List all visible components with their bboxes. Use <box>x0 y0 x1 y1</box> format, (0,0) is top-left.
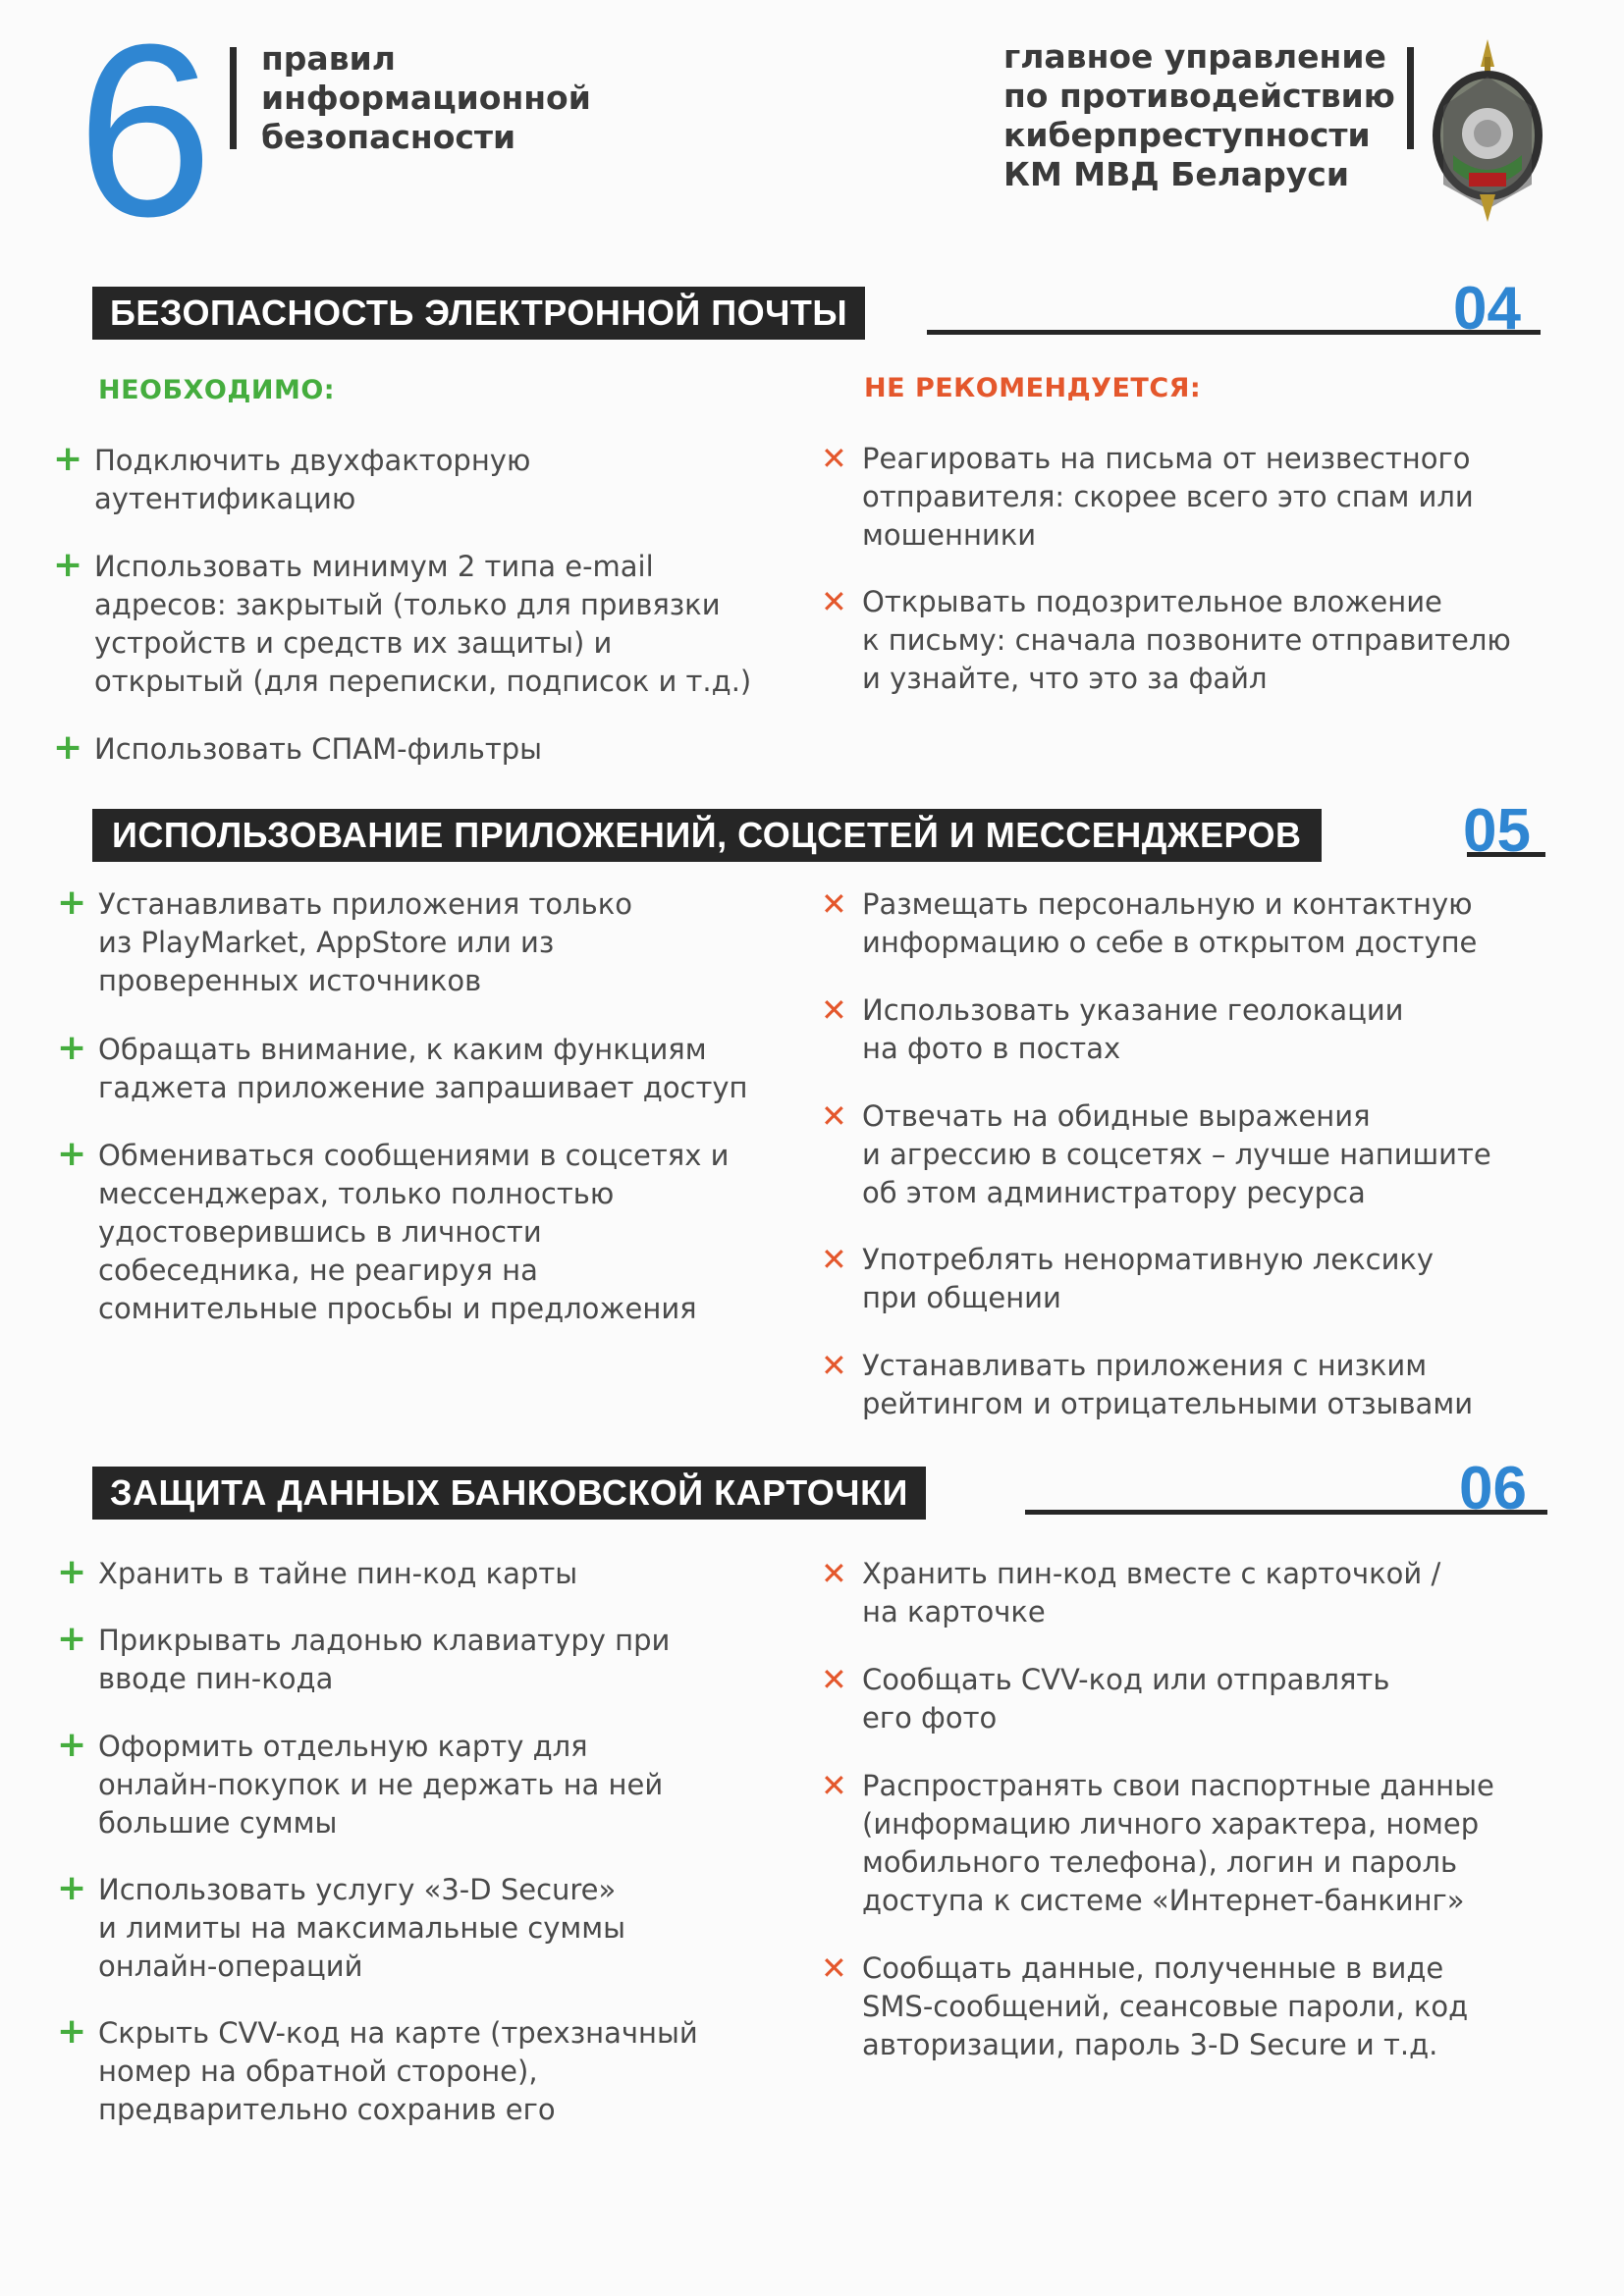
section-heading-bank-card <box>92 1455 1547 1525</box>
avoid-label: НЕ РЕКОМЕНДУЕТСЯ: <box>864 373 1202 403</box>
cross-icon: ✕ <box>821 1949 847 1987</box>
cross-icon: ✕ <box>821 440 847 477</box>
section-title: ЗАЩИТА ДАННЫХ БАНКОВСКОЙ КАРТОЧКИ <box>92 1467 926 1520</box>
list-item: ✕ Реагировать на письма от неизвестного отправителя: скорее всего это спам или мошенники <box>821 440 1474 552</box>
cross-icon: ✕ <box>821 885 847 923</box>
list-item: ✕ Хранить пин-код вместе с карточкой / на карточке <box>821 1555 1441 1629</box>
header-title-line: безопасности <box>261 118 516 156</box>
plus-icon: + <box>57 1028 87 1068</box>
cross-icon: ✕ <box>821 1767 847 1804</box>
big-number-six: 6 <box>77 0 214 267</box>
section-number: 06 <box>1459 1455 1527 1522</box>
list-item: + Скрыть CVV-код на карте (трехзначный номер на обратной стороне), предварительно сохранив его <box>57 2011 698 2126</box>
list-item: ✕ Распространять свои паспортные данные (информацию личного характера, номер мобильного телефона), логин и пароль доступа к системе «Интернет-банкинг» <box>821 1767 1494 1917</box>
list-item: + Хранить в тайне пин-код карты <box>57 1552 578 1592</box>
section-title: БЕЗОПАСНОСТЬ ЭЛЕКТРОННОЙ ПОЧТЫ <box>92 287 865 340</box>
cross-icon: ✕ <box>821 583 847 620</box>
plus-icon: + <box>57 1552 87 1592</box>
header-title-line: информационной <box>261 79 591 117</box>
labels-right <box>864 373 1551 404</box>
cross-icon: ✕ <box>821 1241 847 1278</box>
plus-icon: + <box>57 1134 87 1174</box>
cross-icon: ✕ <box>821 1661 847 1698</box>
header-divider-left <box>230 47 237 149</box>
plus-icon: + <box>53 439 83 479</box>
list-item: + Устанавливать приложения только из PlayMarket, AppStore или из проверенных источников <box>57 882 633 997</box>
list-item: ✕ Устанавливать приложения с низким рейтингом и отрицательными отзывами <box>821 1347 1474 1420</box>
labels-left <box>98 375 785 406</box>
section-rule <box>927 330 1541 335</box>
header-organization <box>1003 37 1395 194</box>
section-title: ИСПОЛЬЗОВАНИЕ ПРИЛОЖЕНИЙ, СОЦСЕТЕЙ И МЕССЕНДЖЕРОВ <box>92 809 1322 862</box>
list-item: + Использовать минимум 2 типа e-mail адресов: закрытый (только для привязки устройств и средств их защиты) и открытый (для переписки, подписок и т.д.) <box>53 545 752 698</box>
cross-icon: ✕ <box>821 1347 847 1384</box>
header-org-line: главное управление <box>1003 37 1386 76</box>
plus-icon: + <box>57 1619 87 1659</box>
list-item: + Использовать СПАМ-фильтры <box>53 727 543 768</box>
plus-icon: + <box>57 1868 87 1908</box>
section-number: 05 <box>1463 797 1531 865</box>
section-heading-email <box>92 275 1545 346</box>
header-org-line: КМ МВД Беларуси <box>1003 155 1349 193</box>
list-item: ✕ Употреблять ненормативную лексику при общении <box>821 1241 1435 1314</box>
header-title-line: правил <box>261 39 396 78</box>
list-item: + Прикрывать ладонью клавиатуру при вводе пин-кода <box>57 1619 671 1695</box>
cross-icon: ✕ <box>821 991 847 1029</box>
header-org-line: киберпреступности <box>1003 116 1371 154</box>
plus-icon: + <box>53 545 83 585</box>
list-item: + Обращать внимание, к каким функциям гаджета приложение запрашивает доступ <box>57 1028 748 1104</box>
cross-icon: ✕ <box>821 1555 847 1592</box>
list-item: + Подключить двухфакторную аутентификацию <box>53 439 531 515</box>
list-item: ✕ Сообщать CVV-код или отправлять его фото <box>821 1661 1390 1735</box>
plus-icon: + <box>53 727 83 768</box>
mvd-emblem-icon <box>1426 37 1549 224</box>
header-title <box>261 39 591 157</box>
section-heading-apps <box>92 797 1545 868</box>
list-item: ✕ Сообщать данные, полученные в виде SMS-сообщений, сеансовые пароли, код авторизации, пароль 3-D Secure и т.д. <box>821 1949 1469 2061</box>
list-item: ✕ Отвечать на обидные выражения и агрессию в соцсетях – лучше напишите об этом администратору ресурса <box>821 1097 1491 1209</box>
list-item: + Использовать услугу «3-D Secure» и лимиты на максимальные суммы онлайн-операций <box>57 1868 626 1983</box>
plus-icon: + <box>57 1725 87 1765</box>
header-org-line: по противодействию <box>1003 77 1395 115</box>
list-item: + Обмениваться сообщениями в соцсетях и мессенджерах, только полностью удостоверившись в личности собеседника, не реагируя на сомнительные просьбы и предложения <box>57 1134 730 1325</box>
plus-icon: + <box>57 882 87 923</box>
need-label: НЕОБХОДИМО: <box>98 375 336 405</box>
list-item: ✕ Использовать указание геолокации на фото в постах <box>821 991 1404 1065</box>
cross-icon: ✕ <box>821 1097 847 1135</box>
list-item: ✕ Размещать персональную и контактную информацию о себе в открытом доступе <box>821 885 1478 959</box>
list-item: ✕ Открывать подозрительное вложение к письму: сначала позвоните отправителю и узнайте, что это за файл <box>821 583 1511 695</box>
plus-icon: + <box>57 2011 87 2052</box>
section-number: 04 <box>1453 275 1521 343</box>
header-divider-right <box>1407 47 1414 149</box>
list-item: + Оформить отдельную карту для онлайн-покупок и не держать на ней большие суммы <box>57 1725 664 1840</box>
